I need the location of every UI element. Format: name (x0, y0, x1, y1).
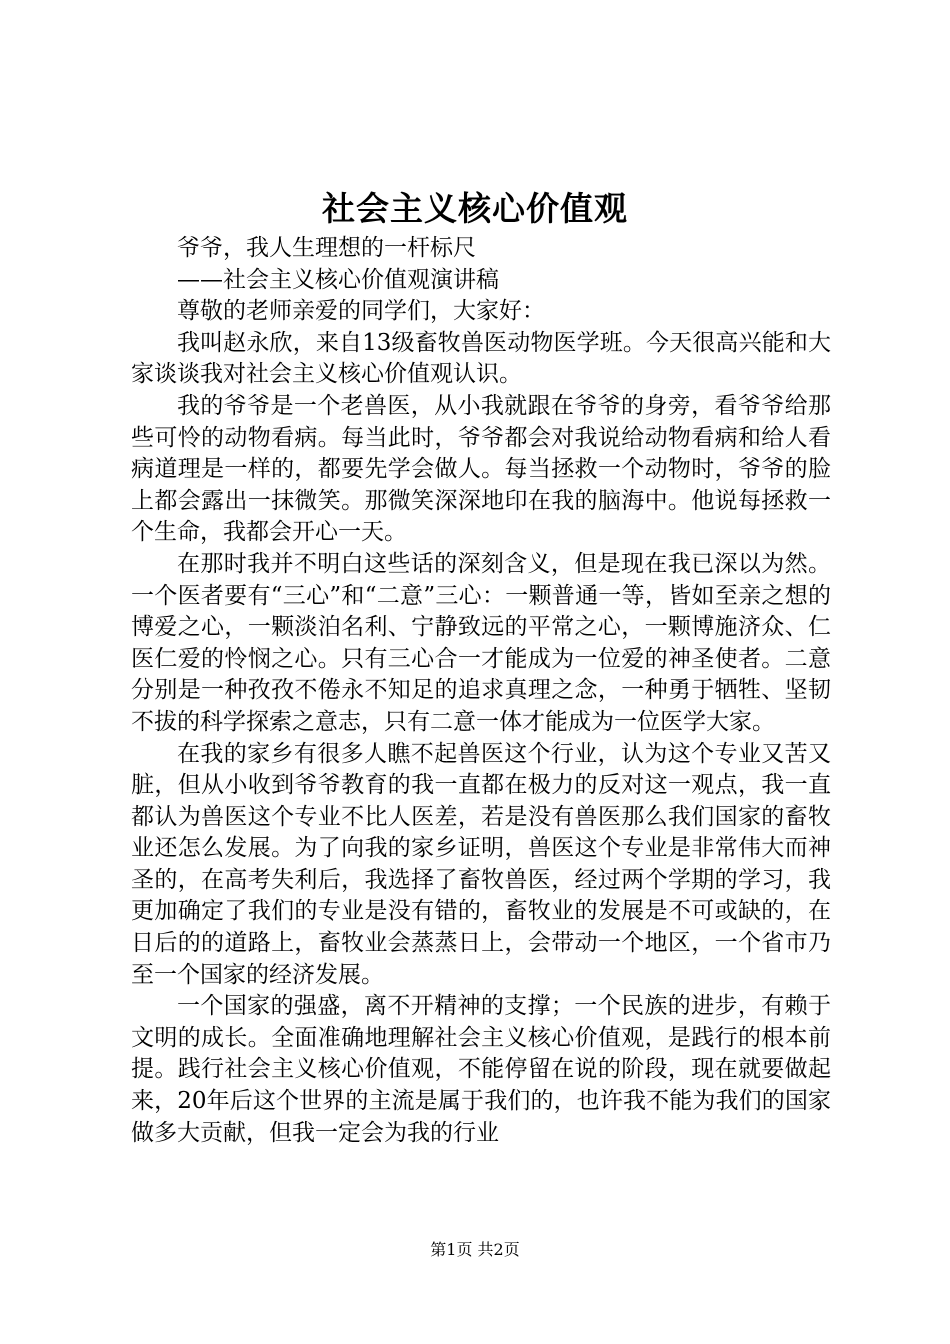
body-paragraph: 一个国家的强盛，离不开精神的支撑；一个民族的进步，有赖于文明的成长。全面准确地理解社会主义核心价值观，是践行的根本前提。践行社会主义核心价值观，不能停留在说的阶段，现在就要做起来，20年后这个世界的主流是属于我们的，也许我不能为我们的国家做多大贡献，但我一定会为我的行业 (131, 993, 831, 1146)
body-paragraph: 我叫赵永欣，来自13级畜牧兽医动物医学班。今天很高兴能和大家谈谈我对社会主义核心价值观认识。 (131, 329, 831, 388)
body-paragraph: 在那时我并不明白这些话的深刻含义，但是现在我已深以为然。一个医者要有“三心”和“二意”三心：一颗普通一等，皆如至亲之想的博爱之心，一颗淡泊名利、宁静致远的平常之心，一颗博施济众、仁医仁爱的怜悯之心。只有三心合一才能成为一位爱的神圣使者。二意分别是一种孜孜不倦永不知足的追求真理之念，一种勇于牺牲、坚韧不拔的科学探索之意志，只有二意一体才能成为一位医学大家。 (131, 550, 831, 735)
document-title: 社会主义核心价值观 (322, 189, 628, 228)
body-paragraph: 我的爷爷是一个老兽医，从小我就跟在爷爷的身旁，看爷爷给那些可怜的动物看病。每当此时，爷爷都会对我说给动物看病和给人看病道理是一样的，都要先学会做人。每当拯救一个动物时，爷爷的脸上都会露出一抹微笑。那微笑深深地印在我的脑海中。他说每拯救一个生命，我都会开心一天。 (131, 392, 831, 546)
page-number-footer: 第1页 共2页 (430, 1240, 520, 1259)
greeting: 尊敬的老师亲爱的同学们，大家好： (177, 298, 545, 325)
speech-subtitle: ——社会主义核心价值观演讲稿 (177, 266, 499, 293)
document-body (131, 233, 831, 1149)
body-paragraph: 在我的家乡有很多人瞧不起兽医这个行业，认为这个专业又苦又脏，但从小收到爷爷教育的我一直都在极力的反对这一观点，我一直都认为兽医这个专业不比人医差，若是没有兽医那么我们国家的畜牧业还怎么发展。为了向我的家乡证明，兽医这个专业是非常伟大而神圣的，在高考失利后，我选择了畜牧兽医，经过两个学期的学习，我更加确定了我们的专业是没有错的，畜牧业的发展是不可或缺的，在日后的的道路上，畜牧业会蒸蒸日上，会带动一个地区，一个省市乃至一个国家的经济发展。 (131, 740, 831, 988)
speech-heading: 爷爷，我人生理想的一杆标尺 (177, 235, 476, 261)
